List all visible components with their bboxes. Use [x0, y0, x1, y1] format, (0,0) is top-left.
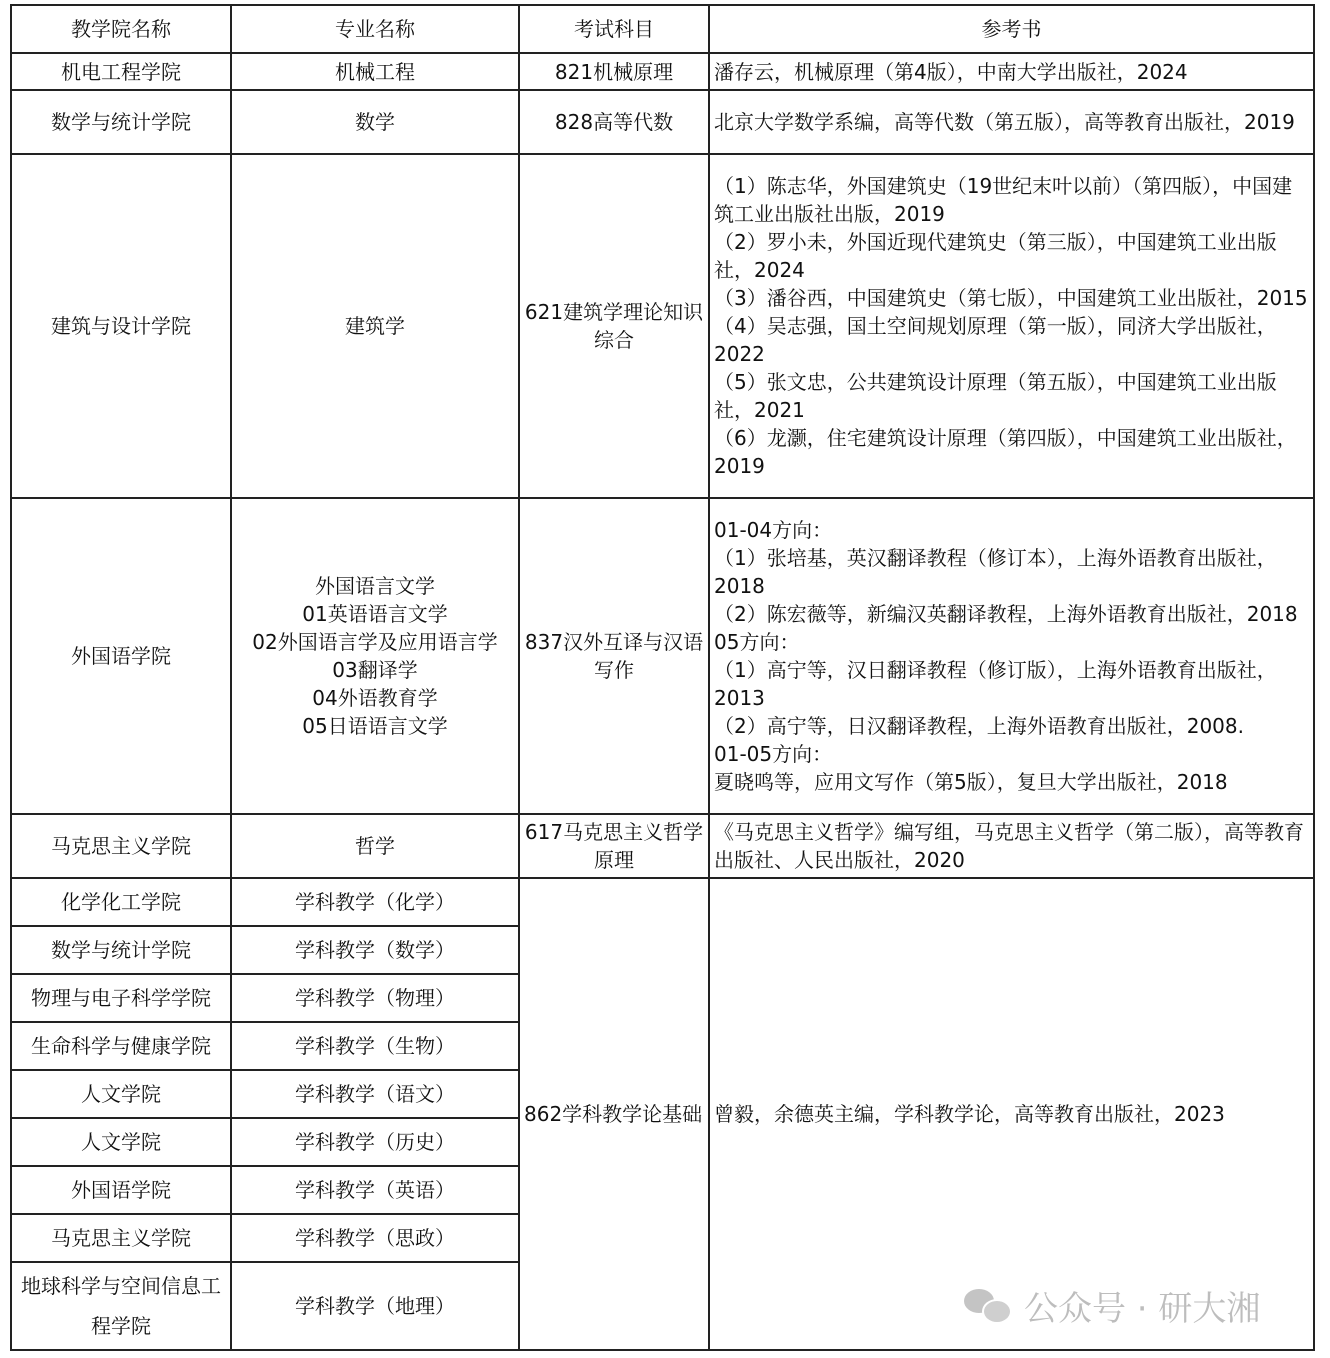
- header-ref: 参考书: [709, 5, 1314, 53]
- header-row: [11, 5, 1314, 53]
- major-cell: [231, 154, 519, 498]
- ref-line: 01-04方向：: [714, 518, 833, 542]
- major-cell: 学科教学（英语）: [231, 1166, 519, 1214]
- wechat-icon: [962, 1285, 1012, 1325]
- major-cell: [231, 53, 519, 90]
- school-cell: 人文学院: [11, 1118, 231, 1166]
- major-cell: 学科教学（地理）: [231, 1262, 519, 1350]
- subject-cell: 821机械原理: [519, 53, 709, 90]
- major-cell: 学科教学（生物）: [231, 1022, 519, 1070]
- table-row: [11, 53, 1314, 90]
- ref-line: （1）高宁等，汉日翻译教程（修订版），上海外语教育出版社，2013: [714, 658, 1277, 710]
- major-cell: 学科教学（思政）: [231, 1214, 519, 1262]
- ref-line: （2）高宁等，日汉翻译教程，上海外语教育出版社，2008.: [714, 714, 1244, 738]
- school-cell: 机电工程学院: [11, 53, 231, 90]
- ref-line: （2）陈宏薇等，新编汉英翻译教程，上海外语教育出版社，2018: [714, 602, 1298, 626]
- ref-line: 夏晓鸣等，应用文写作（第5版），复旦大学出版社，2018: [714, 770, 1228, 794]
- ref-line: 01-05方向：: [714, 742, 833, 766]
- teaching-subject-cell: 862学科教学论基础: [519, 878, 709, 1350]
- school-cell: 马克思主义学院: [11, 1214, 231, 1262]
- header-school: 教学院名称: [11, 5, 231, 53]
- major-line: 数学: [355, 110, 395, 134]
- major-line: 机械工程: [335, 59, 415, 84]
- ref-line: （1）张培基，英汉翻译教程（修订本），上海外语教育出版社，2018: [714, 546, 1277, 598]
- table-row: [11, 498, 1314, 814]
- subject-cell: 828高等代数: [519, 90, 709, 154]
- ref-line: （2）罗小未，外国近现代建筑史（第三版），中国建筑工业出版社，2024: [714, 230, 1277, 282]
- school-cell: 化学化工学院: [11, 878, 231, 926]
- teaching-ref-cell: 曾毅，余德英主编，学科教学论，高等教育出版社，2023: [709, 878, 1314, 1350]
- ref-cell: [709, 90, 1314, 154]
- ref-cell: [709, 53, 1314, 90]
- ref-cell: [709, 814, 1314, 878]
- school-cell: 外国语学院: [11, 1166, 231, 1214]
- major-line: 哲学: [355, 834, 395, 858]
- ref-line: （5）张文忠，公共建筑设计原理（第五版），中国建筑工业出版社，2021: [714, 370, 1277, 422]
- major-cell: [231, 814, 519, 878]
- header-major: 专业名称: [231, 5, 519, 53]
- table-row: [11, 90, 1314, 154]
- major-cell: 学科教学（数学）: [231, 926, 519, 974]
- major-line: 02外国语言学及应用语言学: [252, 630, 498, 654]
- ref-line: （4）吴志强，国土空间规划原理（第一版），同济大学出版社，2022: [714, 314, 1277, 366]
- major-line: 03翻译学: [332, 658, 418, 682]
- table-row: [11, 154, 1314, 498]
- header-subject: 考试科目: [519, 5, 709, 53]
- ref-line: 《马克思主义哲学》编写组，马克思主义哲学（第二版），高等教育出版社、人民出版社，2020: [714, 820, 1304, 872]
- school-cell: 人文学院: [11, 1070, 231, 1118]
- ref-cell: [709, 498, 1314, 814]
- major-line: 01英语语言文学: [302, 602, 448, 626]
- major-cell: 学科教学（化学）: [231, 878, 519, 926]
- watermark: [962, 1282, 1260, 1328]
- ref-cell: [709, 154, 1314, 498]
- major-line: 05日语语言文学: [302, 714, 448, 738]
- ref-line: 北京大学数学系编，高等代数（第五版），高等教育出版社，2019: [714, 110, 1295, 134]
- school-cell: 物理与电子科学学院: [11, 974, 231, 1022]
- table-row: [11, 878, 1314, 926]
- major-cell: 学科教学（历史）: [231, 1118, 519, 1166]
- school-cell: 数学与统计学院: [11, 90, 231, 154]
- school-cell: 马克思主义学院: [11, 814, 231, 878]
- ref-line: 05方向：: [714, 630, 800, 654]
- major-cell: [231, 498, 519, 814]
- ref-line: （6）龙灏，住宅建筑设计原理（第四版），中国建筑工业出版社，2019: [714, 426, 1297, 478]
- subject-cell: 617马克思主义哲学原理: [519, 814, 709, 878]
- major-line: 04外语教育学: [312, 686, 438, 710]
- school-cell: 数学与统计学院: [11, 926, 231, 974]
- watermark-text: 公众号 · 研大湘: [1024, 1288, 1261, 1329]
- major-line: 外国语言文学: [315, 574, 435, 598]
- table-row: [11, 814, 1314, 878]
- school-cell: 外国语学院: [11, 498, 231, 814]
- major-cell: 学科教学（物理）: [231, 974, 519, 1022]
- ref-line: （1）陈志华，外国建筑史（19世纪末叶以前）（第四版），中国建筑工业出版社出版，2019: [714, 174, 1293, 226]
- subject-cell: 837汉外互译与汉语写作: [519, 498, 709, 814]
- reference-book-table: [10, 4, 1315, 1351]
- ref-line: （3）潘谷西，中国建筑史（第七版），中国建筑工业出版社，2015: [714, 286, 1308, 310]
- school-cell: 地球科学与空间信息工程学院: [11, 1262, 231, 1350]
- school-cell: 建筑与设计学院: [11, 154, 231, 498]
- major-cell: 学科教学（语文）: [231, 1070, 519, 1118]
- school-cell: 生命科学与健康学院: [11, 1022, 231, 1070]
- major-line: 建筑学: [345, 314, 405, 338]
- ref-line: 潘存云，机械原理（第4版），中南大学出版社，2024: [714, 59, 1188, 84]
- major-cell: [231, 90, 519, 154]
- subject-cell: 621建筑学理论知识综合: [519, 154, 709, 498]
